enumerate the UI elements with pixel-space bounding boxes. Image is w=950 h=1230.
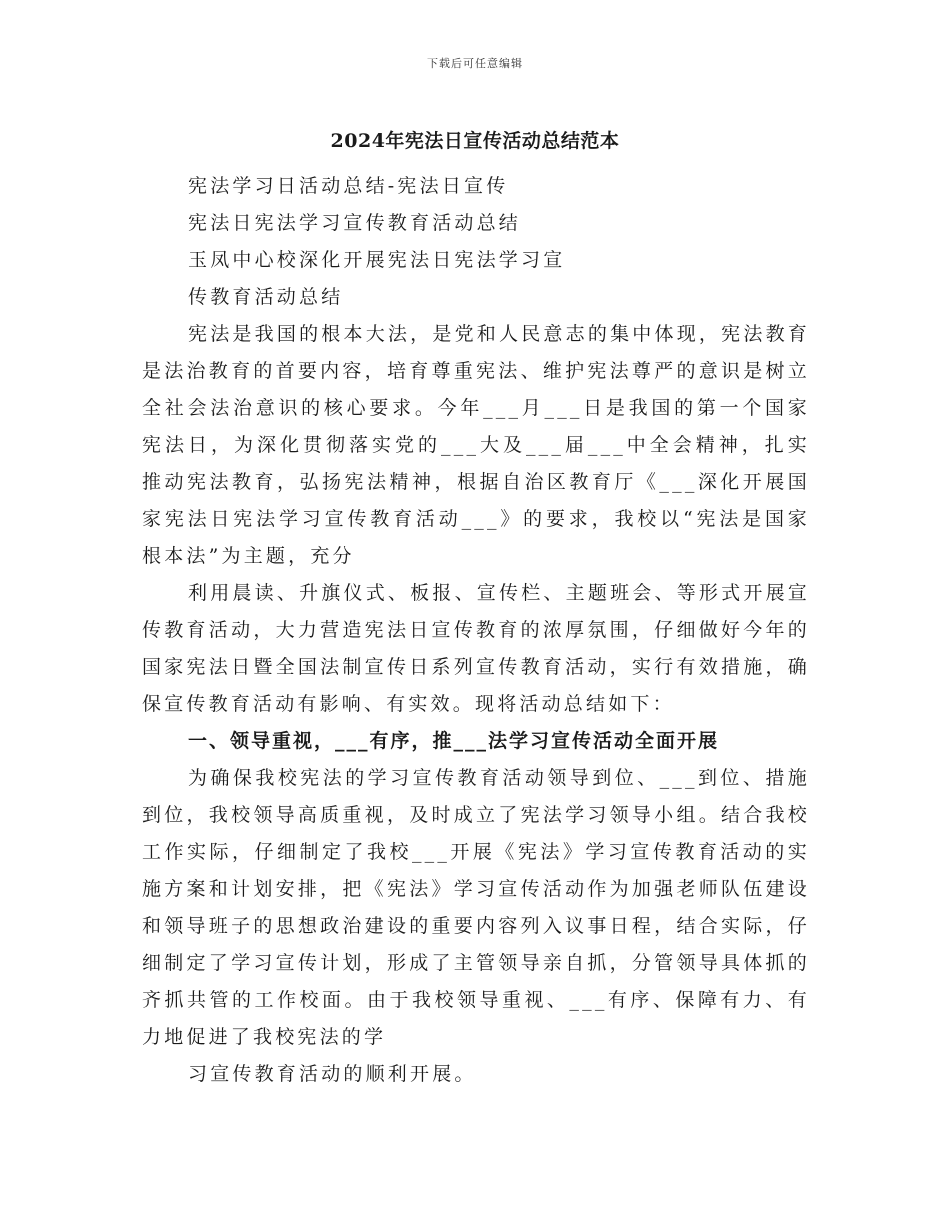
section-heading: 一、领导重视，___有序，推___法学习宣传活动全面开展	[188, 730, 720, 752]
paragraph: 为确保我校宪法的学习宣传教育活动领导到位、___到位、措施到位，我校领导高质重视，及时成立了宪法学习领导小组。结合我校工作实际，仔细制定了我校___开展《宪法》学习宣传教育活动的实施方案和计划安排，把《宪法》学习宣传活动作为加强老师队伍建设和领导班子的思想政治建设的重要内容列入议事日程，结合实际，仔细制定了学习宣传计划，形成了主管领导亲自抓，分管领导具体抓的齐抓共管的工作校面。由于我校领导重视、___有序、保障有力、有力地促进了我校宪法的学	[142, 767, 810, 1048]
document-body	[142, 168, 810, 1093]
subtitle-line: 宪法日宪法学习宣传教育活动总结	[188, 212, 522, 234]
paragraph: 利用晨读、升旗仪式、板报、宣传栏、主题班会、等形式开展宣传教育活动，大力营造宪法日宣传教育的浓厚氛围，仔细做好今年的国家宪法日暨全国法制宣传日系列宣传教育活动，实行有效措施，确保宣传教育活动有影响、有实效。现将活动总结如下：	[142, 582, 810, 715]
header-note: 下载后可任意编辑	[427, 57, 523, 70]
document-title: 2024年宪法日宣传活动总结范本	[330, 130, 620, 152]
paragraph: 习宣传教育活动的顺利开展。	[188, 1063, 477, 1085]
paragraph: 宪法是我国的根本大法，是党和人民意志的集中体现，宪法教育是法治教育的首要内容，培育尊重宪法、维护宪法尊严的意识是树立全社会法治意识的核心要求。今年___月___日是我国的第一个国家宪法日，为深化贯彻落实党的___大及___届___中全会精神，扎实推动宪法教育，弘扬宪法精神，根据自治区教育厅《___深化开展国家宪法日宪法学习宣传教育活动___》的要求，我校以“宪法是国家根本法”为主题，充分	[142, 323, 810, 567]
subtitle-line: 玉凤中心校深化开展宪法日宪法学习宣	[188, 249, 566, 271]
subtitle-line: 传教育活动总结	[188, 286, 344, 308]
subtitle-line: 宪法学习日活动总结-宪法日宣传	[188, 175, 509, 197]
